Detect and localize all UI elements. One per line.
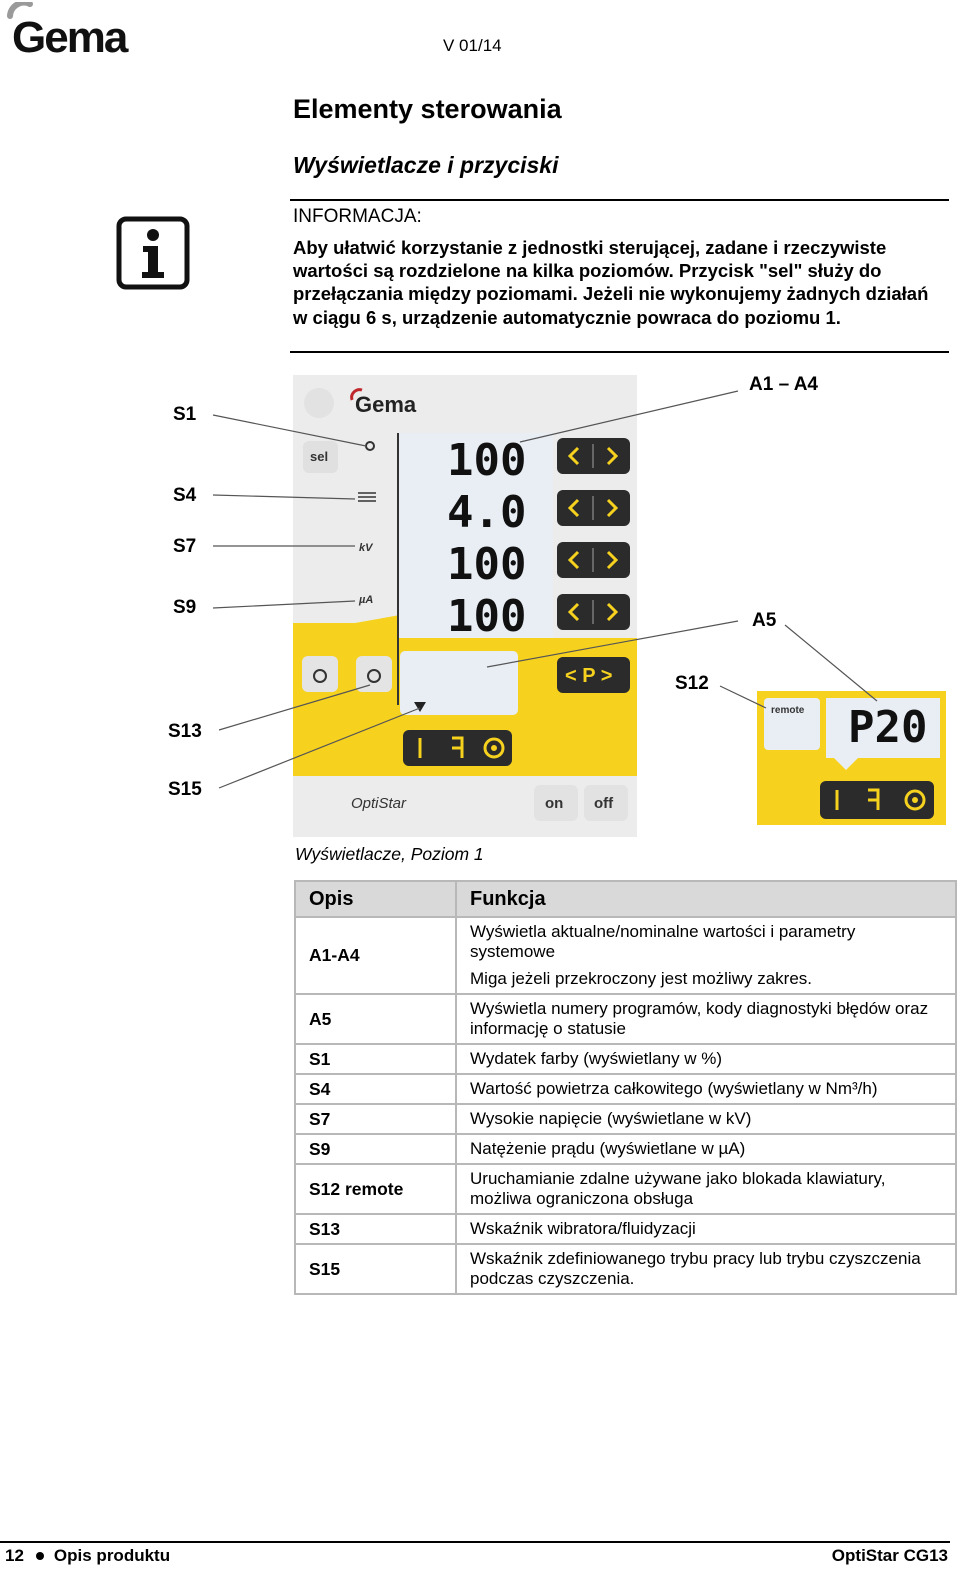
information-note xyxy=(290,199,949,353)
page-number: 12 xyxy=(5,1546,24,1565)
row-description: Wartość powietrza całkowitego (wyświetlany w Nm³/h) xyxy=(456,1074,956,1104)
row-label: S15 xyxy=(295,1244,456,1294)
column-header-funkcja: Funkcja xyxy=(456,881,956,917)
table-row xyxy=(295,994,956,1044)
callout-a5: A5 xyxy=(752,610,777,631)
info-text: Aby ułatwić korzystanie z jednostki sterującej, zadane i rzeczywiste wartości są rozdzielone na kilka poziomów. Przycisk "sel" służy do przełączania między poziomami. Jeżeli nie wykonujemy żadnych działań w ciągu 6 s, urządzenie automatycznie powraca do poziomu 1. xyxy=(293,237,929,328)
panel-logo: Gema xyxy=(355,392,417,417)
callout-s12: S12 xyxy=(675,673,709,694)
row-label: S1 xyxy=(295,1044,456,1074)
row-description-line: Miga jeżeli przekroczony jest możliwy zakres. xyxy=(470,969,812,988)
table-row xyxy=(295,1214,956,1244)
row-description: Wskaźnik zdefiniowanego trybu pracy lub trybu czyszczenia podczas czyszczenia. xyxy=(456,1244,956,1294)
row-description xyxy=(456,917,956,994)
row-label: A5 xyxy=(295,994,456,1044)
row-description: Wyświetla numery programów, kody diagnostyki błędów oraz informację o statusie xyxy=(456,994,956,1044)
row-label: S13 xyxy=(295,1214,456,1244)
row-description: Natężenie prądu (wyświetlane w µA) xyxy=(456,1134,956,1164)
info-title: INFORMACJA: xyxy=(293,206,422,227)
arrow-button-a1[interactable] xyxy=(557,438,630,474)
row-description: Wskaźnik wibratora/fluidyzacji xyxy=(456,1214,956,1244)
on-button-label: on xyxy=(545,795,564,812)
table-row xyxy=(295,917,956,994)
row-label: S9 xyxy=(295,1134,456,1164)
sel-button-label: sel xyxy=(310,449,329,464)
display-a4: 100 xyxy=(447,591,527,642)
footer-product: OptiStar CG13 xyxy=(831,1546,948,1565)
callout-s15: S15 xyxy=(168,779,202,800)
table-row xyxy=(295,1044,956,1074)
program-button-label: < P > xyxy=(565,665,613,687)
document-version: V 01/14 xyxy=(443,36,502,55)
footer-section: Opis produktu xyxy=(53,1546,171,1565)
footer-divider xyxy=(0,1541,950,1543)
display-a2: 4.0 xyxy=(447,487,527,538)
callout-s7: S7 xyxy=(173,536,197,557)
arrow-button-a2[interactable] xyxy=(557,490,630,526)
power-button-right[interactable] xyxy=(356,656,392,692)
logo-text: Gema xyxy=(12,13,127,58)
control-panel-figure xyxy=(0,360,960,840)
figure-caption: Wyświetlacze, Poziom 1 xyxy=(295,844,484,864)
row-description: Wysokie napięcie (wyświetlane w kV) xyxy=(456,1104,956,1134)
row-label: S12 remote xyxy=(295,1164,456,1214)
brand-label: OptiStar xyxy=(351,795,407,812)
remote-display: P20 xyxy=(848,702,928,753)
table-header-row xyxy=(295,881,956,917)
table-row xyxy=(295,1244,956,1294)
page-title: Elementy sterowania xyxy=(293,94,562,124)
description-table xyxy=(294,880,957,1295)
ua-icon: µA xyxy=(359,594,374,606)
info-icon xyxy=(116,216,190,290)
row-description: Wydatek farby (wyświetlany w %) xyxy=(456,1044,956,1074)
section-subtitle: Wyświetlacze i przyciski xyxy=(293,152,559,178)
table-row xyxy=(295,1164,956,1214)
arrow-button-a4[interactable] xyxy=(557,594,630,630)
callout-s1: S1 xyxy=(173,404,197,425)
callout-s9: S9 xyxy=(173,597,197,618)
remote-label: remote xyxy=(771,705,805,716)
control-panel-drawing xyxy=(0,360,960,840)
display-a3: 100 xyxy=(447,539,527,590)
kv-icon: kV xyxy=(359,542,373,554)
row-label: S4 xyxy=(295,1074,456,1104)
arrow-button-a3[interactable] xyxy=(557,542,630,578)
callout-a1-a4: A1 – A4 xyxy=(749,374,818,395)
gema-logo xyxy=(6,2,146,58)
row-description: Uruchamianie zdalne używane jako blokada klawiatury, możliwa ograniczona obsługa xyxy=(456,1164,956,1214)
row-label: S7 xyxy=(295,1104,456,1134)
row-label: A1-A4 xyxy=(295,917,456,994)
row-description-line: Wyświetla aktualne/nominalne wartości i parametry systemowe xyxy=(470,922,856,961)
bullet-separator xyxy=(36,1552,44,1560)
column-header-opis: Opis xyxy=(295,881,456,917)
callout-s4: S4 xyxy=(173,485,197,506)
display-a1: 100 xyxy=(447,435,527,486)
footer-left xyxy=(5,1546,170,1566)
table-row xyxy=(295,1104,956,1134)
table-row xyxy=(295,1074,956,1104)
table-row xyxy=(295,1134,956,1164)
off-button-label: off xyxy=(594,795,614,812)
callout-s13: S13 xyxy=(168,721,202,742)
power-button-left[interactable] xyxy=(302,656,338,692)
